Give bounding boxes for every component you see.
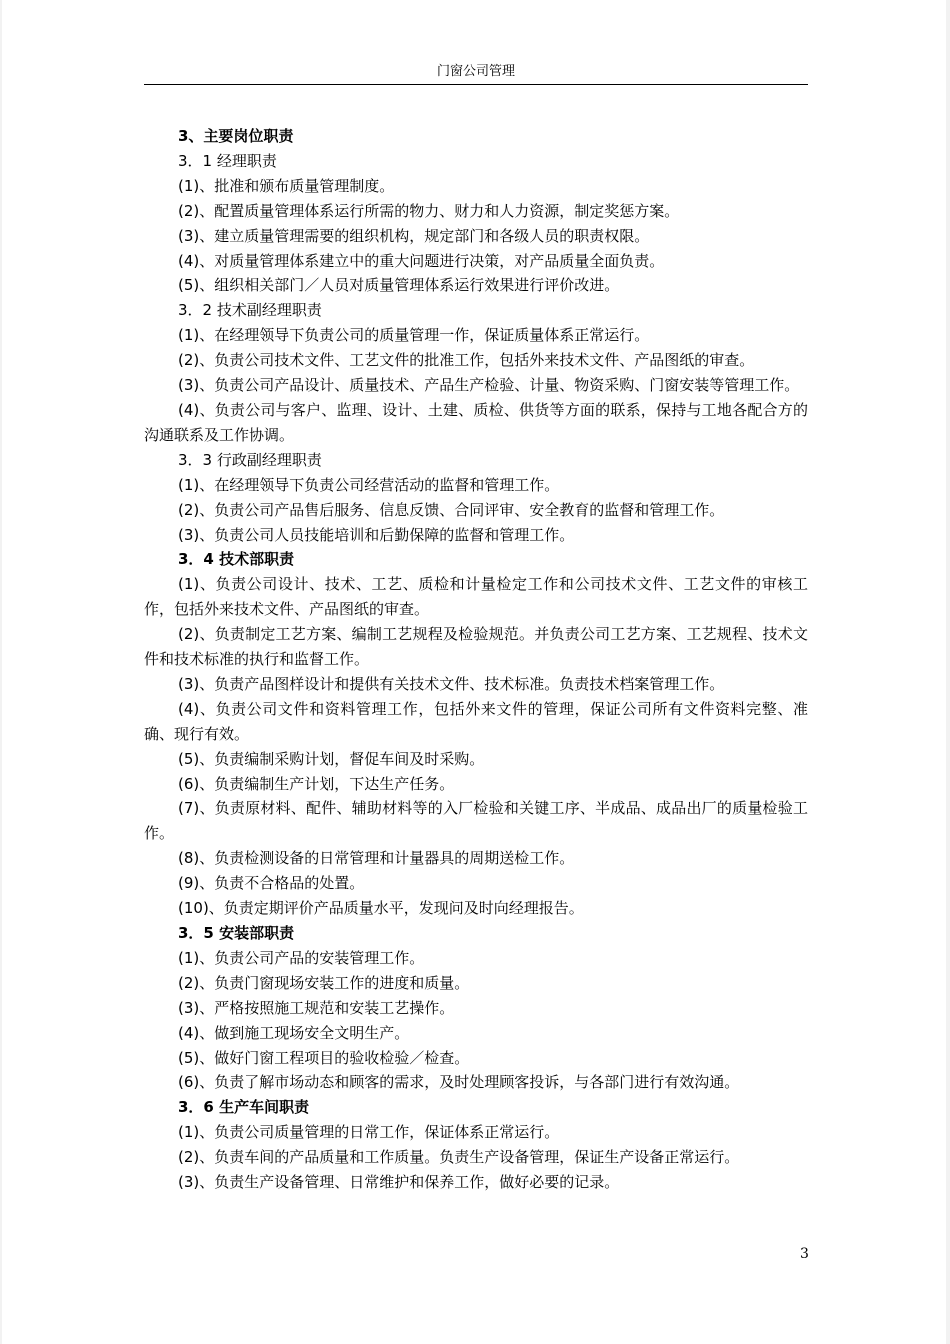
paragraph: (2)、配置质量管理体系运行所需的物力、财力和人力资源，制定奖惩方案。	[178, 201, 680, 220]
paragraph: 3．1 经理职责	[178, 151, 277, 170]
paragraph: (6)、负责编制生产计划，下达生产任务。	[178, 774, 455, 793]
paragraph: (3)、负责产品图样设计和提供有关技术文件、技术标准。负责技术档案管理工作。	[178, 674, 725, 693]
paragraph: (3)、建立质量管理需要的组织机构，规定部门和各级人员的职责权限。	[178, 226, 650, 245]
paragraph: (9)、负责不合格品的处置。	[178, 874, 365, 893]
header-divider	[144, 84, 808, 85]
paragraph: (1)、负责公司设计、技术、工艺、质检和计量检定工作和公司技术文件、工艺文件的审核工作，包括外来技术文件、产品图纸的审查。	[144, 575, 808, 619]
paragraph: (8)、负责检测设备的日常管理和计量器具的周期送检工作。	[178, 849, 575, 868]
paragraph: 3．2 技术副经理职责	[178, 301, 322, 320]
section-heading: 3．6 生产车间职责	[178, 1098, 310, 1117]
page-number: 3	[800, 1246, 809, 1262]
paragraph: (1)、在经理领导下负责公司经营活动的监督和管理工作。	[178, 475, 560, 494]
paragraph: (4)、做到施工现场安全文明生产。	[178, 1023, 410, 1042]
paragraph: (5)、负责编制采购计划，督促车间及时采购。	[178, 749, 485, 768]
paragraph: (6)、负责了解市场动态和顾客的需求，及时处理顾客投诉，与各部门进行有效沟通。	[178, 1073, 740, 1092]
paragraph: (5)、做好门窗工程项目的验收检验／检查。	[178, 1048, 470, 1067]
paragraph: (4)、对质量管理体系建立中的重大问题进行决策，对产品质量全面负责。	[178, 251, 665, 270]
paragraph: (2)、负责公司技术文件、工艺文件的批准工作，包括外来技术文件、产品图纸的审查。	[178, 351, 755, 370]
paragraph: (3)、负责公司人员技能培训和后勤保障的监督和管理工作。	[178, 525, 575, 544]
paragraph: (2)、负责公司产品售后服务、信息反馈、合同评审、安全教育的监督和管理工作。	[178, 500, 725, 519]
section-heading: 3．5 安装部职责	[178, 924, 295, 942]
paragraph: (1)、批准和颁布质量管理制度。	[178, 176, 395, 195]
paragraph: (1)、负责公司产品的安装管理工作。	[178, 948, 425, 967]
paragraph: (4)、负责公司与客户、监理、设计、土建、质检、供货等方面的联系，保持与工地各配合方的沟通联系及工作协调。	[144, 400, 808, 444]
section-heading: 3．4 技术部职责	[178, 550, 295, 569]
paragraph: (3)、严格按照施工规范和安装工艺操作。	[178, 998, 455, 1017]
paragraph: (1)、在经理领导下负责公司的质量管理一作，保证质量体系正常运行。	[178, 326, 650, 345]
paragraph: (3)、负责公司产品设计、质量技术、产品生产检验、计量、物资采购、门窗安装等管理工作。	[178, 376, 800, 395]
paragraph: (5)、组织相关部门／人员对质量管理体系运行效果进行评价改进。	[178, 276, 620, 295]
paragraph: (2)、负责门窗现场安装工作的进度和质量。	[178, 973, 470, 992]
paragraph: 3．3 行政副经理职责	[178, 450, 322, 469]
paragraph: (10)、负责定期评价产品质量水平，发现问及时向经理报告。	[178, 899, 584, 918]
section-heading: 3、主要岗位职责	[178, 127, 294, 145]
paragraph: (4)、负责公司文件和资料管理工作，包括外来文件的管理，保证公司所有文件资料完整、准确、现行有效。	[144, 699, 808, 743]
paragraph: (2)、负责制定工艺方案、编制工艺规程及检验规范。并负责公司工艺方案、工艺规程、技术文件和技术标准的执行和监督工作。	[144, 625, 808, 669]
paragraph: (2)、负责车间的产品质量和工作质量。负责生产设备管理，保证生产设备正常运行。	[178, 1148, 740, 1167]
document-body	[144, 124, 808, 1195]
page-header-title: 门窗公司管理	[436, 64, 515, 79]
paragraph: (7)、负责原材料、配件、辅助材料等的入厂检验和关键工序、半成品、成品出厂的质量检验工作。	[144, 799, 808, 843]
document-page	[2, 0, 946, 1344]
paragraph: (1)、负责公司质量管理的日常工作，保证体系正常运行。	[178, 1123, 560, 1142]
paragraph: (3)、负责生产设备管理、日常维护和保养工作，做好必要的记录。	[178, 1173, 620, 1192]
